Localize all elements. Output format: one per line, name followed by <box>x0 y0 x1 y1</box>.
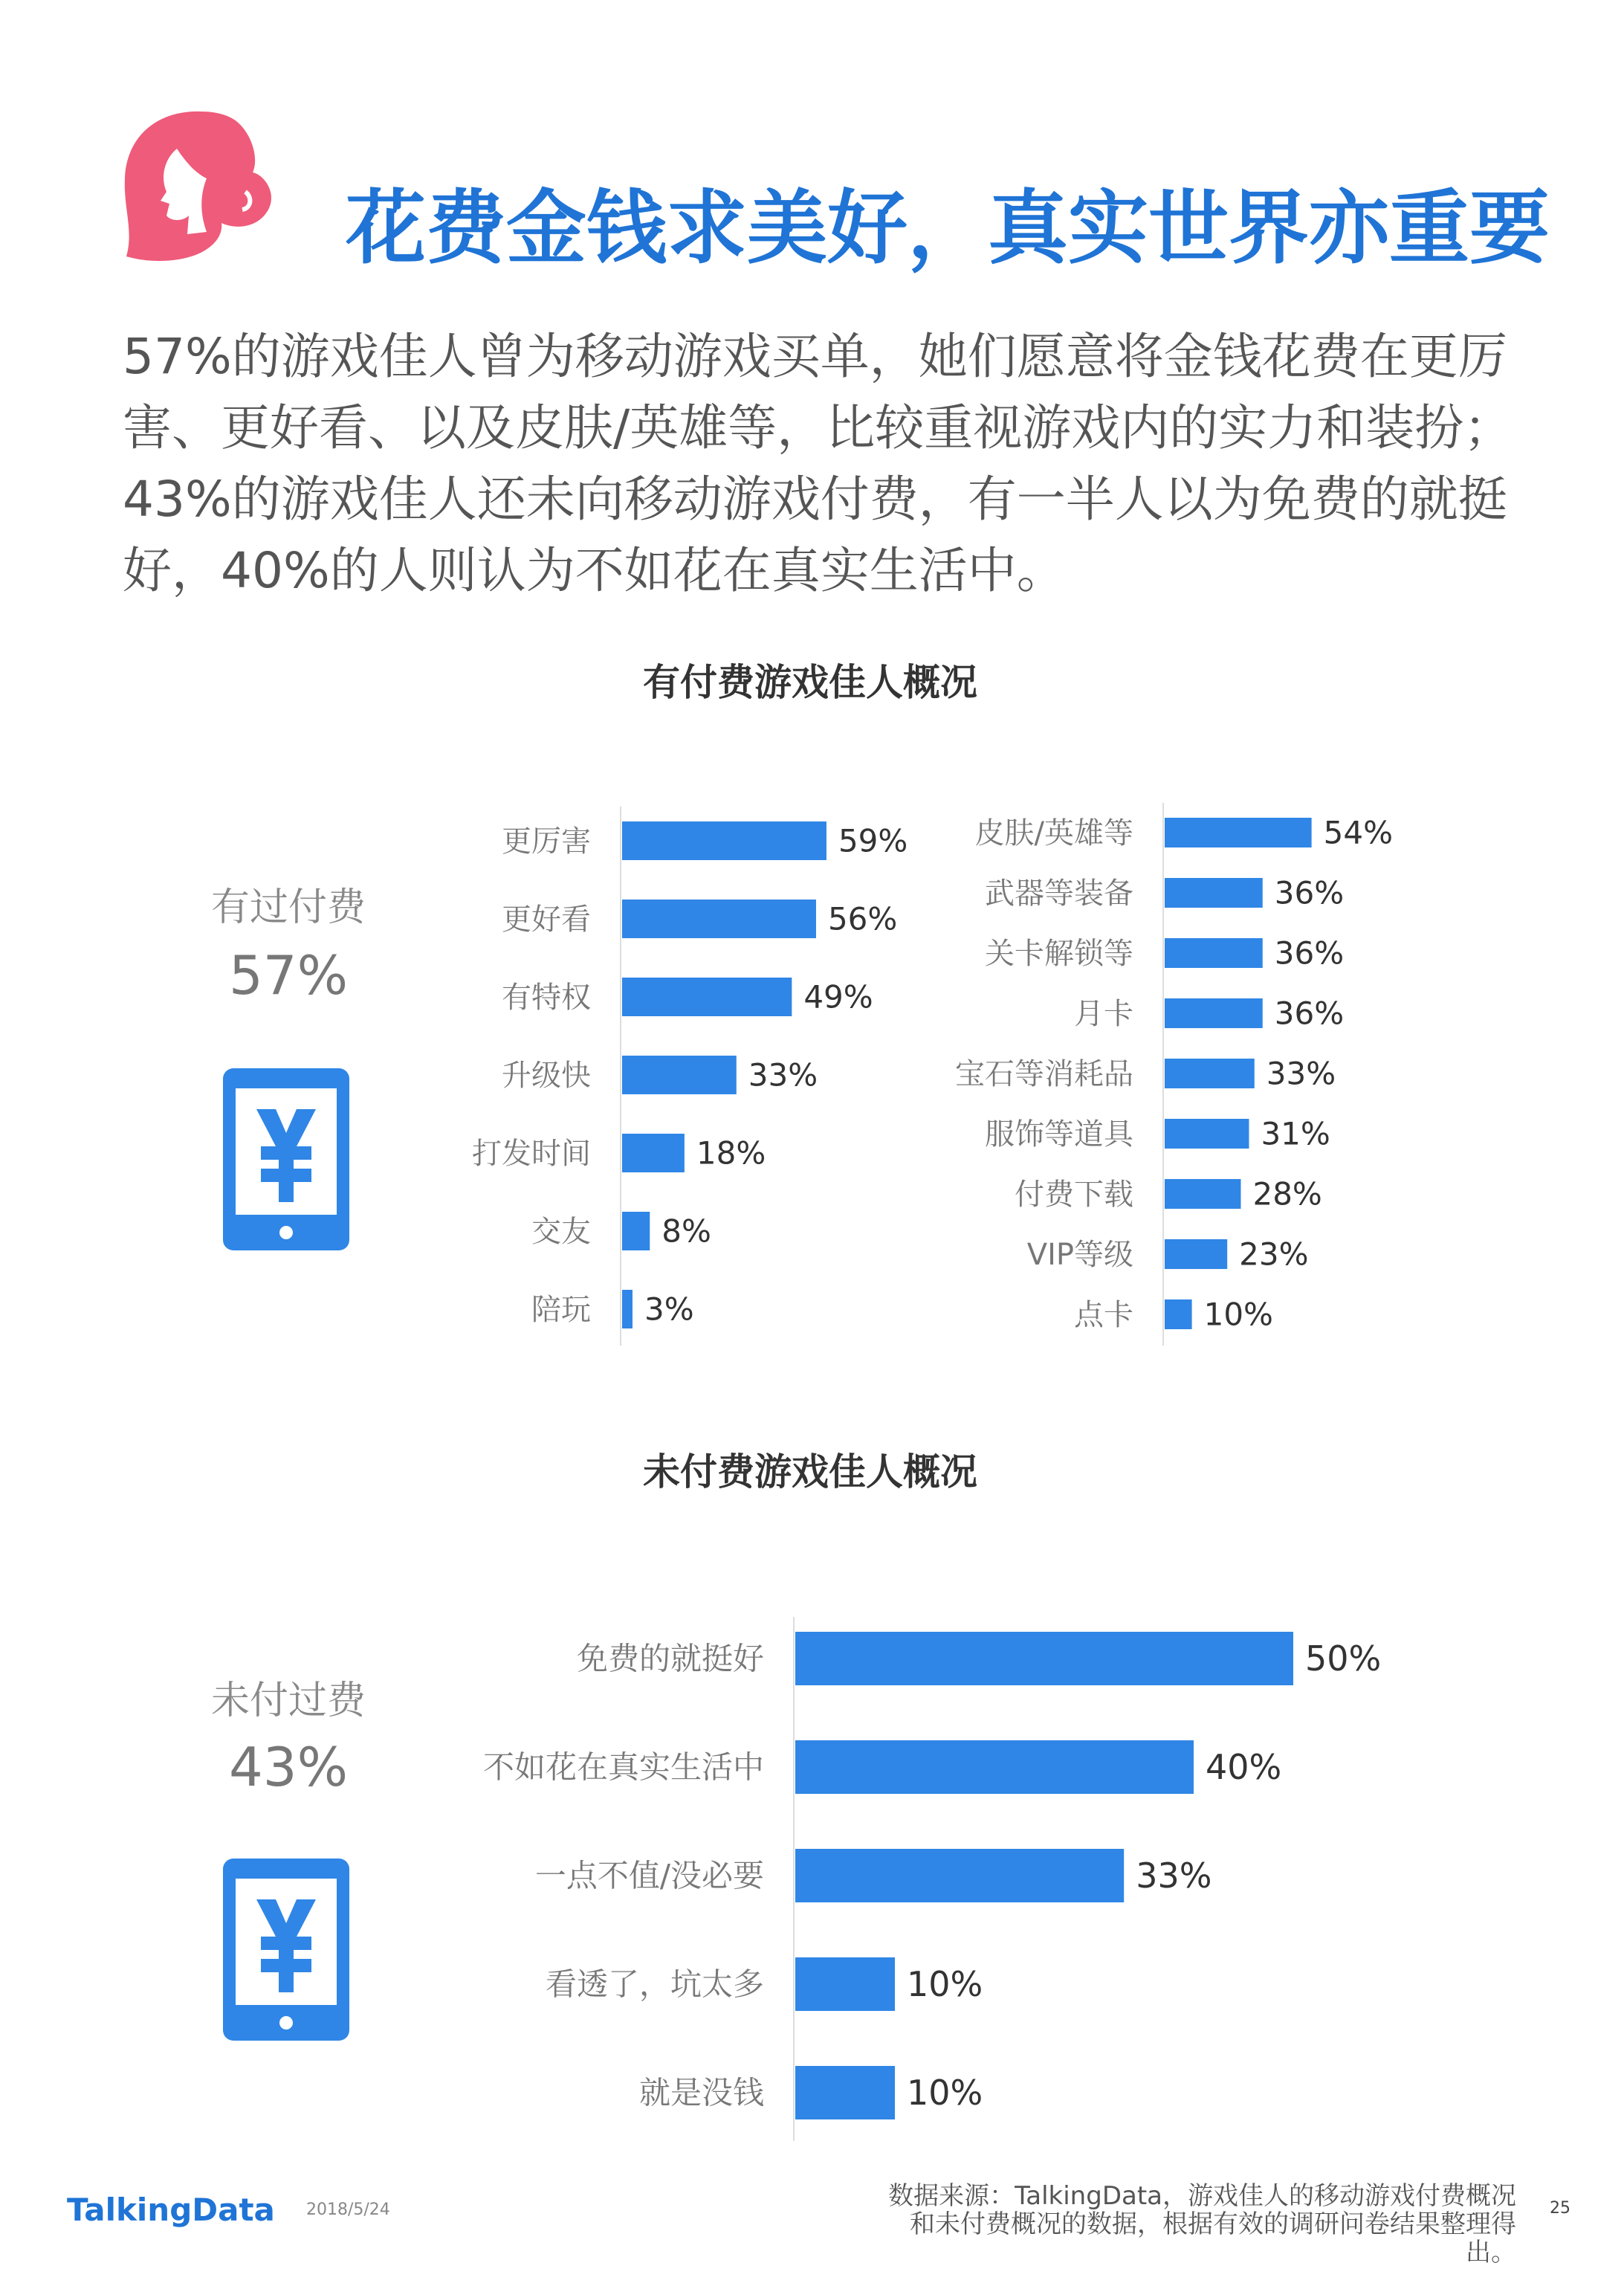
phone-yen-icon <box>219 1065 368 1265</box>
value-label: 8% <box>661 1212 711 1250</box>
unpaid-chart-title: 未付费游戏佳人概况 <box>643 1450 977 1494</box>
value-label: 28% <box>1252 1175 1322 1212</box>
category-label: 一点不值/没必要 <box>534 1857 764 1894</box>
value-label: 54% <box>1323 814 1393 851</box>
paid-chart-title: 有付费游戏佳人概况 <box>643 661 977 704</box>
category-label: 看透了，坑太多 <box>545 1966 764 2003</box>
page-number: 25 <box>1550 2199 1570 2218</box>
bar <box>622 1056 737 1094</box>
bar <box>795 1740 1194 1794</box>
category-label: 有特权 <box>502 981 591 1015</box>
bar <box>795 2066 895 2119</box>
bar <box>1165 1119 1249 1149</box>
bar <box>1165 938 1263 968</box>
brand-logo: TalkingData <box>67 2192 275 2228</box>
unpaid-side-value: 43% <box>228 1736 349 1798</box>
woman-head-icon <box>111 104 282 275</box>
bar <box>1165 1239 1227 1269</box>
bar <box>622 1290 633 1328</box>
category-label: 就是没钱 <box>638 2074 764 2111</box>
phone-yen-icon <box>219 1855 368 2056</box>
paid-items-svg <box>877 795 1531 1346</box>
value-label: 33% <box>1136 1856 1212 1896</box>
category-label: 更好看 <box>502 902 591 937</box>
value-label: 33% <box>1266 1055 1336 1092</box>
category-label: 点卡 <box>1074 1298 1133 1332</box>
bar <box>795 1849 1124 1902</box>
category-label: 武器等装备 <box>985 876 1133 911</box>
value-label: 36% <box>1274 934 1345 972</box>
bar <box>622 978 792 1016</box>
value-label: 59% <box>838 822 908 859</box>
unpaid-reasons-chart <box>446 1591 1412 2141</box>
bar <box>795 1632 1293 1685</box>
bar <box>1165 878 1263 908</box>
category-label: 陪玩 <box>531 1293 591 1327</box>
bar <box>1165 818 1312 847</box>
bar <box>1165 1179 1240 1209</box>
category-label: 月卡 <box>1074 997 1133 1031</box>
value-label: 50% <box>1305 1638 1382 1679</box>
category-label: 皮肤/英雄等 <box>974 816 1133 850</box>
value-label: 10% <box>907 1964 983 2005</box>
bar <box>622 1212 650 1250</box>
category-label: VIP等级 <box>1026 1238 1133 1272</box>
bar <box>795 1957 895 2011</box>
paid-side-label: 有过付费 <box>210 885 366 930</box>
value-label: 10% <box>907 2073 983 2114</box>
value-label: 23% <box>1239 1236 1309 1273</box>
category-label: 不如花在真实生活中 <box>482 1748 764 1786</box>
category-label: 关卡解锁等 <box>985 937 1133 971</box>
bar <box>622 1134 685 1172</box>
value-label: 56% <box>827 900 898 937</box>
data-source-note: 数据来源：TalkingData，游戏佳人的移动游戏付费概况和未付费概况的数据，根据有效的调研问卷结果整理得出。 <box>888 2181 1516 2267</box>
bar <box>1165 1299 1192 1329</box>
bar <box>1165 1059 1255 1088</box>
value-label: 36% <box>1274 995 1345 1032</box>
value-label: 49% <box>803 978 873 1015</box>
paid-reasons-chart <box>416 795 936 1346</box>
category-label: 打发时间 <box>472 1137 591 1171</box>
bar <box>1165 998 1263 1028</box>
page-title: 花费金钱求美好，真实世界亦重要 <box>346 182 1550 275</box>
value-label: 10% <box>1203 1296 1273 1333</box>
value-label: 33% <box>748 1056 818 1094</box>
value-label: 40% <box>1206 1747 1282 1788</box>
bar <box>622 900 816 938</box>
value-label: 36% <box>1274 874 1345 911</box>
intro-text: 57%的游戏佳人曾为移动游戏买单，她们愿意将金钱花费在更厉害、更好看、以及皮肤/英雄等，比较重视游戏内的实力和装扮；43%的游戏佳人还未向移动游戏付费，有一半人以为免费的就挺好，40%的人则认为不如花在真实生活中。 <box>123 328 1513 599</box>
paid-reasons-svg <box>416 795 936 1346</box>
category-label: 更厉害 <box>502 824 591 859</box>
category-label: 免费的就挺好 <box>576 1640 764 1677</box>
category-label: 宝石等消耗品 <box>955 1057 1133 1091</box>
value-label: 18% <box>696 1134 766 1172</box>
value-label: 3% <box>644 1291 694 1328</box>
value-label: 31% <box>1261 1115 1330 1152</box>
unpaid-reasons-svg <box>446 1591 1412 2141</box>
bar <box>622 821 826 860</box>
category-label: 服饰等道具 <box>985 1117 1133 1152</box>
category-label: 交友 <box>531 1215 591 1249</box>
report-date: 2018/5/24 <box>306 2200 390 2219</box>
paid-items-chart <box>877 795 1531 1346</box>
paid-side-value: 57% <box>228 944 349 1007</box>
category-label: 升级快 <box>502 1059 591 1093</box>
unpaid-side-label: 未付过费 <box>210 1679 366 1723</box>
category-label: 付费下载 <box>1015 1178 1133 1212</box>
